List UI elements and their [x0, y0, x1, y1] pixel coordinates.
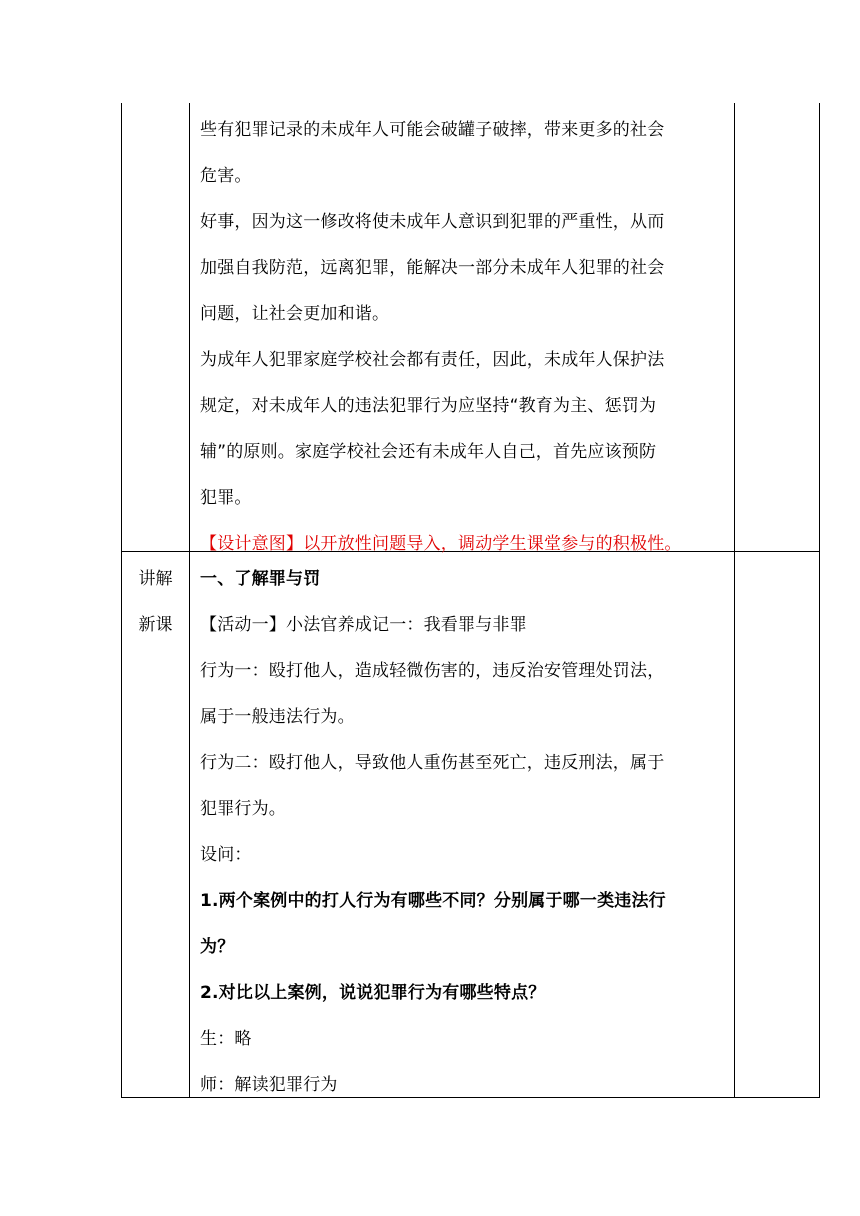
question-one-line2: 为？ [200, 937, 235, 957]
behavior-two-line2: 犯罪行为。 [200, 799, 286, 819]
table-border-right [819, 103, 820, 1098]
text-line: 为成年人犯罪家庭学校社会都有责任，因此，未成年人保护法 [200, 350, 665, 370]
behavior-one-line1: 行为一：殴打他人，造成轻微伤害的，违反治安管理处罚法， [200, 661, 665, 681]
behavior-two-line1: 行为二：殴打他人，导致他人重伤甚至死亡，违反刑法，属于 [200, 753, 665, 773]
section-label-cell [122, 556, 189, 648]
section-label-line1: 讲解 [138, 569, 173, 589]
activity-title: 【活动一】小法官养成记一：我看罪与非罪 [200, 615, 527, 635]
question-one-line1: 1.两个案例中的打人行为有哪些不同？分别属于哪一类违法行 [200, 891, 666, 911]
text-line: 好事，因为这一修改将使未成年人意识到犯罪的严重性，从而 [200, 212, 665, 232]
teacher-response: 师：解读犯罪行为 [200, 1075, 338, 1095]
section-heading: 一、了解罪与罚 [200, 569, 321, 589]
new-lesson-content-cell [200, 556, 730, 1108]
text-line: 问题，让社会更加和谐。 [200, 304, 390, 324]
text-line: 规定，对未成年人的违法犯罪行为应坚持“教育为主、惩罚为 [200, 396, 657, 416]
section-label-line2: 新课 [138, 615, 173, 635]
question-two: 2.对比以上案例，说说犯罪行为有哪些特点？ [200, 983, 546, 1003]
behavior-one-line2: 属于一般违法行为。 [200, 707, 355, 727]
student-response: 生：略 [200, 1029, 252, 1049]
design-intent-note: 【设计意图】以开放性问题导入，调动学生课堂参与的积极性。 [200, 534, 682, 554]
question-label: 设问： [200, 845, 252, 865]
text-line: 加强自我防范，远离犯罪，能解决一部分未成年人犯罪的社会 [200, 258, 665, 278]
text-line: 危害。 [200, 166, 252, 186]
text-line: 辅”的原则。家庭学校社会还有未成年人自己，首先应该预防 [200, 442, 657, 462]
text-line: 些有犯罪记录的未成年人可能会破罐子破摔，带来更多的社会 [200, 120, 665, 140]
table-divider-label [189, 103, 190, 1098]
continuation-content-cell [200, 107, 730, 567]
text-line: 犯罪。 [200, 488, 252, 508]
table-divider-notes [734, 103, 735, 1098]
